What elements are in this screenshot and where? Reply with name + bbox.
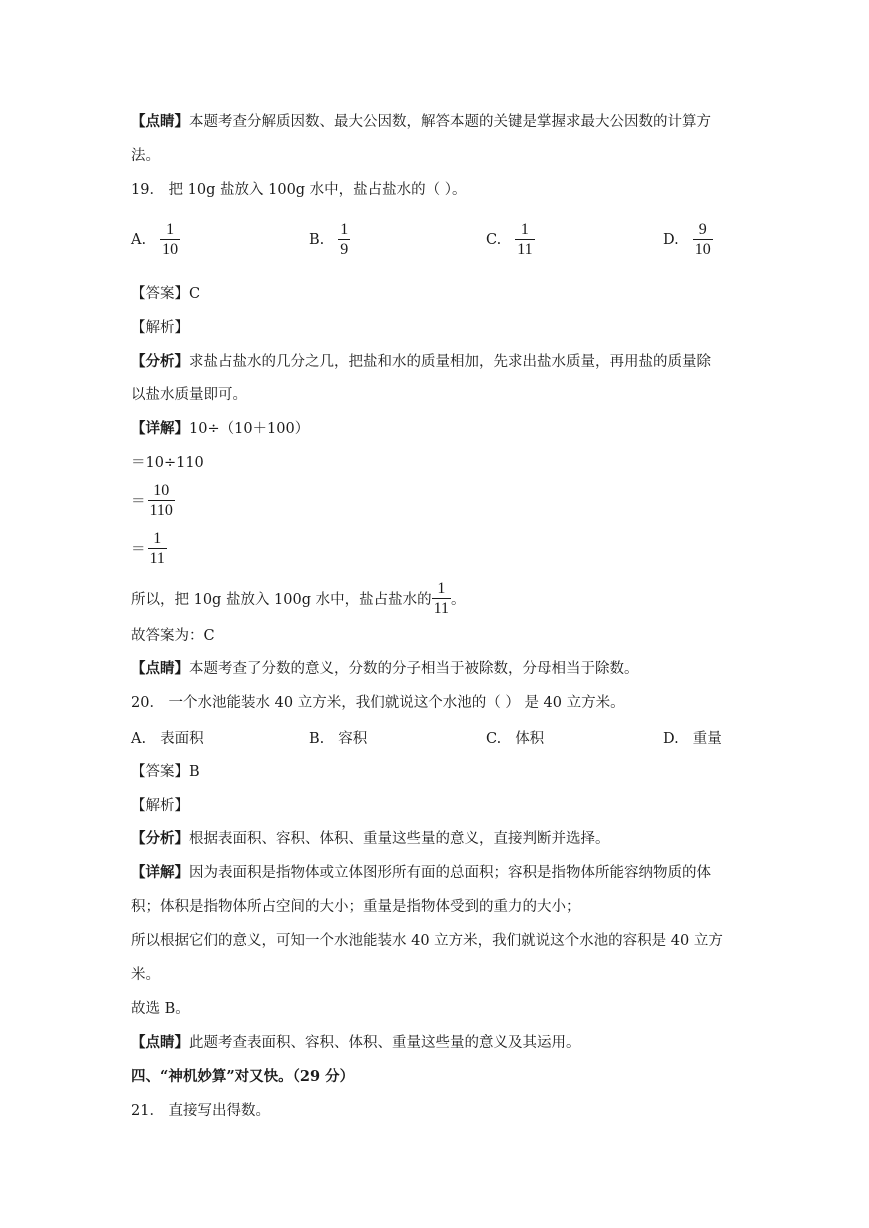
q20-answer: 【答案】B: [131, 764, 200, 780]
q19-conclusion: 所以，把 10g 盐放入 100g 水中，盐占盐水的 $\frac{1}{11}$ 。: [131, 580, 466, 617]
q20-jiexi: 【解析】: [131, 798, 189, 814]
q19-option-b: B. $\frac{1}{9}$: [309, 221, 349, 258]
dianjing-text: 本题考查分解质因数、最大公因数，解答本题的关键是掌握求最大公因数的计算方: [189, 114, 711, 130]
q20-xiangjie-2: 积；体积是指物体所占空间的大小；重量是指物体受到的重力的大小；: [131, 899, 581, 915]
q19-option-a: A. $\frac{1}{10}$: [131, 221, 179, 258]
q19-fenxi-cont: 以盐水质量即可。: [131, 387, 247, 403]
q20-dianjing: 【点睛】此题考查表面积、容积、体积、重量这些量的意义及其运用。: [131, 1034, 581, 1051]
q21-stem: 21． 直接写出得数。: [131, 1103, 271, 1119]
q19-stem: 19． 把 10g 盐放入 100g 水中，盐占盐水的（ ）。: [131, 182, 467, 198]
q20-option-b: B. 容积: [309, 731, 368, 747]
q19-step3: ＝ $\frac{1}{11}$: [131, 530, 165, 567]
q20-option-a: A. 表面积: [131, 731, 204, 747]
q19-step2: ＝ $\frac{10}{110}$: [131, 482, 173, 519]
q18-dianjing-cont: 法。: [131, 148, 160, 164]
q19-option-d: D. $\frac{9}{10}$: [663, 221, 711, 258]
q19-final: 故答案为：C: [131, 628, 215, 644]
q20-xiangjie: 【详解】因为表面积是指物体或立体图形所有面的总面积；容积是指物体所能容纳物质的体: [131, 864, 711, 881]
q20-xiangjie-4: 米。: [131, 967, 160, 983]
fraction: $\frac{1}{10}$: [162, 221, 179, 258]
q20-option-c: C. 体积: [486, 731, 545, 747]
q20-option-d: D. 重量: [663, 731, 722, 747]
fraction: $\frac{1}{11}$: [517, 221, 533, 258]
fraction: $\frac{9}{10}$: [694, 221, 711, 258]
q19-step1: ＝10÷110: [131, 455, 204, 471]
dianjing-tag: 【点睛】: [131, 113, 189, 130]
fraction: $\frac{1}{11}$: [149, 530, 165, 567]
q18-dianjing: [131, 112, 711, 132]
section-title: 四、“神机妙算”对又快。（29 分）: [131, 1068, 355, 1085]
fraction: $\frac{10}{110}$: [149, 482, 173, 519]
fraction: $\frac{1}{11}$: [433, 580, 450, 617]
q19-xiangjie: 【详解】10÷（10＋100）: [131, 420, 310, 437]
q19-dianjing: 【点睛】本题考查了分数的意义，分数的分子相当于被除数，分母相当于除数。: [131, 660, 639, 677]
q19-answer: 【答案】C: [131, 286, 201, 302]
q20-fenxi: 【分析】根据表面积、容积、体积、重量这些量的意义，直接判断并选择。: [131, 830, 610, 847]
fraction: $\frac{1}{9}$: [340, 221, 349, 258]
q20-xiangjie-3: 所以根据它们的意义，可知一个水池能装水 40 立方米，我们就说这个水池的容积是 40 立方: [131, 933, 723, 949]
q19-fenxi: 【分析】求盐占盐水的几分之几，把盐和水的质量相加，先求出盐水质量，再用盐的质量除: [131, 353, 711, 370]
q20-final: 故选 B。: [131, 1001, 190, 1017]
q19-option-c: C. $\frac{1}{11}$: [486, 221, 533, 258]
q20-stem: 20． 一个水池能装水 40 立方米，我们就说这个水池的（ ） 是 40 立方米。: [131, 695, 625, 711]
q19-jiexi: 【解析】: [131, 320, 189, 336]
